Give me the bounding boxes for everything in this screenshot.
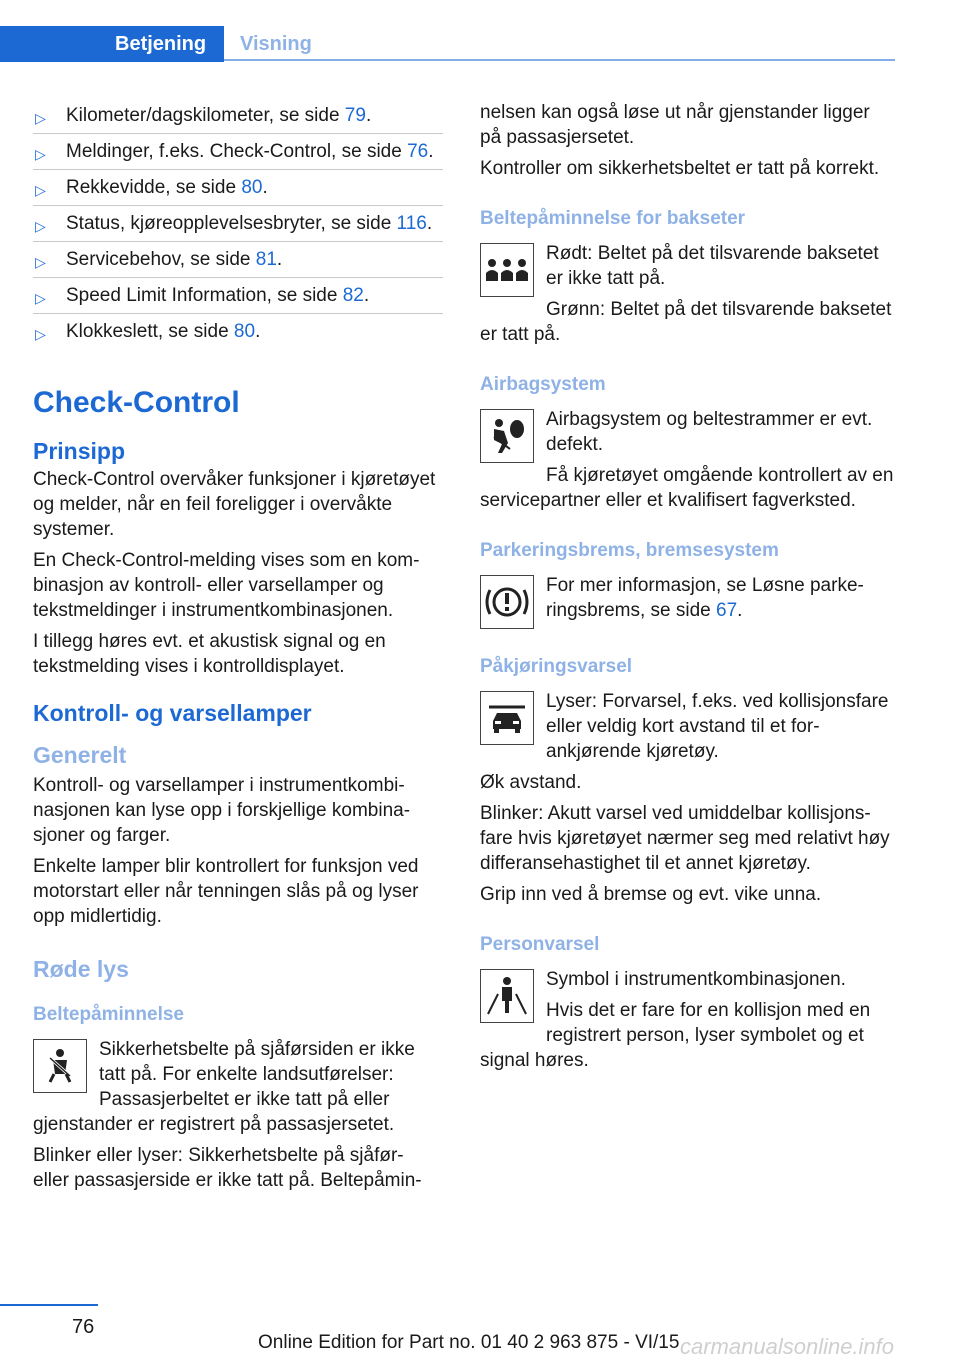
seatbelt-warning-block (33, 1037, 443, 1137)
paragraph: Grønn: Beltet på det tilsvarende baksetet er tatt på. (480, 299, 892, 345)
triangle-bullet-icon: ▷ (35, 146, 46, 162)
heading-rode-lys: Røde lys (33, 956, 129, 982)
airbag-icon (480, 409, 534, 463)
paragraph: Grip inn ved å bremse og evt. vike unna. (480, 884, 822, 905)
left-column (33, 100, 443, 1199)
page-reference-link[interactable]: 76 (407, 141, 429, 162)
tab-betjening[interactable]: Betjening (0, 26, 224, 62)
list-item: ▷ Rekkevidde, se side 80. (33, 170, 443, 206)
page-number: 76 (72, 1316, 95, 1338)
chapter-tabs (0, 26, 895, 62)
rear-seatbelt-block (480, 241, 895, 347)
list-item: ▷ Servicebehov, se side 81. (33, 242, 443, 278)
subsection-title-kontroll: Kontroll- og varsellamper (33, 700, 312, 726)
paragraph: Få kjøretøyet omgående kontrollert av en servicepartner eller et kvalifisert fagverksted. (480, 465, 894, 511)
paragraph: Sikkerhetsbelte på sjåførsiden er ikke tatt på. For enkelte landsutførelser: Passasjerbeltet er ikke tatt på eller gjenstander er registrert på passasjersetet. (33, 1039, 415, 1135)
rear-seatbelt-icon (480, 243, 534, 297)
paragraph: Lyser: Forvarsel, f.eks. ved kollisjonsfare eller veldig kort avstand til et forankjørende kjøretøy. (546, 691, 889, 762)
section-title-check-control: Check-Control (33, 386, 240, 419)
heading-collision-warning: Påkjøringsvarsel (480, 656, 633, 677)
paragraph: Blinker: Akutt varsel ved umiddelbar kollisjonsfare hvis kjøretøyet nærmer seg med relativt høy differansehastighet til et annet kjøretøy. (480, 803, 890, 874)
tab-underline (224, 59, 895, 61)
paragraph: Kontroll- og varsellamper i instrumentkombinasjonen kan lyse opp i forskjellige kombinasjoner og farger. (33, 775, 411, 846)
heading-beltepaminnelse: Beltepåminnelse (33, 1004, 184, 1025)
tab-visning[interactable]: Visning (240, 33, 312, 55)
paragraph: Enkelte lamper blir kontrollert for funksjon ved motorstart eller når tenningen slås på og lyser opp midlertidig. (33, 856, 419, 927)
triangle-bullet-icon: ▷ (35, 254, 46, 270)
page-reference-link[interactable]: 67 (716, 600, 738, 621)
page-reference-link[interactable]: 80 (241, 177, 263, 198)
paragraph: nelsen kan også løse ut når gjenstander ligger på passasjersetet. (480, 102, 870, 148)
paragraph: Blinker eller lyser: Sikkerhetsbelte på sjåfør- eller passasjerside er ikke tatt på. Beltepåmin- (33, 1145, 422, 1191)
list-item: ▷ Kilometer/dagskilometer, se side 79. (33, 100, 443, 134)
paragraph: Hvis det er fare for en kollisjon med en registrert person, lyser symbolet og et signal høres. (480, 1000, 871, 1071)
heading-parking-brake: Parkeringsbrems, bremsesystem (480, 540, 779, 561)
paragraph: Kontroller om sikkerhetsbeltet er tatt på korrekt. (480, 158, 880, 179)
page-reference-link[interactable]: 116 (396, 213, 427, 234)
paragraph: For mer informasjon, se Løsne parkeringsbrems, se side 67. (546, 575, 864, 621)
triangle-bullet-icon: ▷ (35, 182, 46, 198)
airbag-block (480, 407, 895, 513)
page-reference-link[interactable]: 82 (342, 285, 364, 306)
right-column (480, 100, 895, 1079)
list-item: ▷ Meldinger, f.eks. Check-Control, se side 76. (33, 134, 443, 170)
heading-person-warning: Personvarsel (480, 934, 600, 955)
subsection-title-prinsipp: Prinsipp (33, 438, 126, 464)
seatbelt-driver-icon (33, 1039, 87, 1093)
paragraph: En Check-Control-melding vises som en kombinasjon av kontroll- eller varsellamper og tekstmeldinger i instrumentkombinasjonen. (33, 550, 420, 621)
list-item: ▷ Speed Limit Information, se side 82. (33, 278, 443, 314)
brake-warning-icon (480, 575, 534, 629)
triangle-bullet-icon: ▷ (35, 110, 46, 126)
heading-airbag: Airbagsystem (480, 374, 606, 395)
display-items-list (33, 100, 443, 349)
paragraph: Øk avstand. (480, 772, 582, 793)
pedestrian-icon (480, 969, 534, 1023)
person-warning-block (480, 967, 895, 1073)
edition-text: Online Edition for Part no. 01 40 2 963 875 - VI/15 (258, 1332, 680, 1353)
triangle-bullet-icon: ▷ (35, 326, 46, 342)
paragraph: Airbagsystem og beltestrammer er evt. defekt. (546, 409, 873, 455)
triangle-bullet-icon: ▷ (35, 218, 46, 234)
list-item: ▷ Klokkeslett, se side 80. (33, 314, 443, 349)
parking-brake-block (480, 573, 895, 629)
car-collision-icon (480, 691, 534, 745)
watermark: carmanualsonline.info (680, 1334, 895, 1359)
heading-generelt: Generelt (33, 742, 127, 768)
paragraph: Rødt: Beltet på det tilsvarende baksetet er ikke tatt på. (546, 243, 879, 289)
footer-rule (0, 1304, 98, 1306)
page-reference-link[interactable]: 81 (255, 249, 277, 270)
paragraph: Check-Control overvåker funksjoner i kjøretøyet og melder, når en feil foreligger i overvåkte systemer. (33, 469, 436, 540)
paragraph: I tillegg høres evt. et akustisk signal og en tekstmelding vises i kontrolldisplayet. (33, 631, 386, 677)
page-reference-link[interactable]: 79 (344, 105, 366, 126)
triangle-bullet-icon: ▷ (35, 290, 46, 306)
heading-rear-seatbelt: Beltepåminnelse for bakseter (480, 208, 746, 229)
paragraph: Symbol i instrumentkombinasjonen. (546, 969, 846, 990)
list-item: ▷ Status, kjøreopplevelsesbryter, se side 116. (33, 206, 443, 242)
collision-warning-block (480, 689, 895, 764)
page-reference-link[interactable]: 80 (233, 321, 256, 342)
